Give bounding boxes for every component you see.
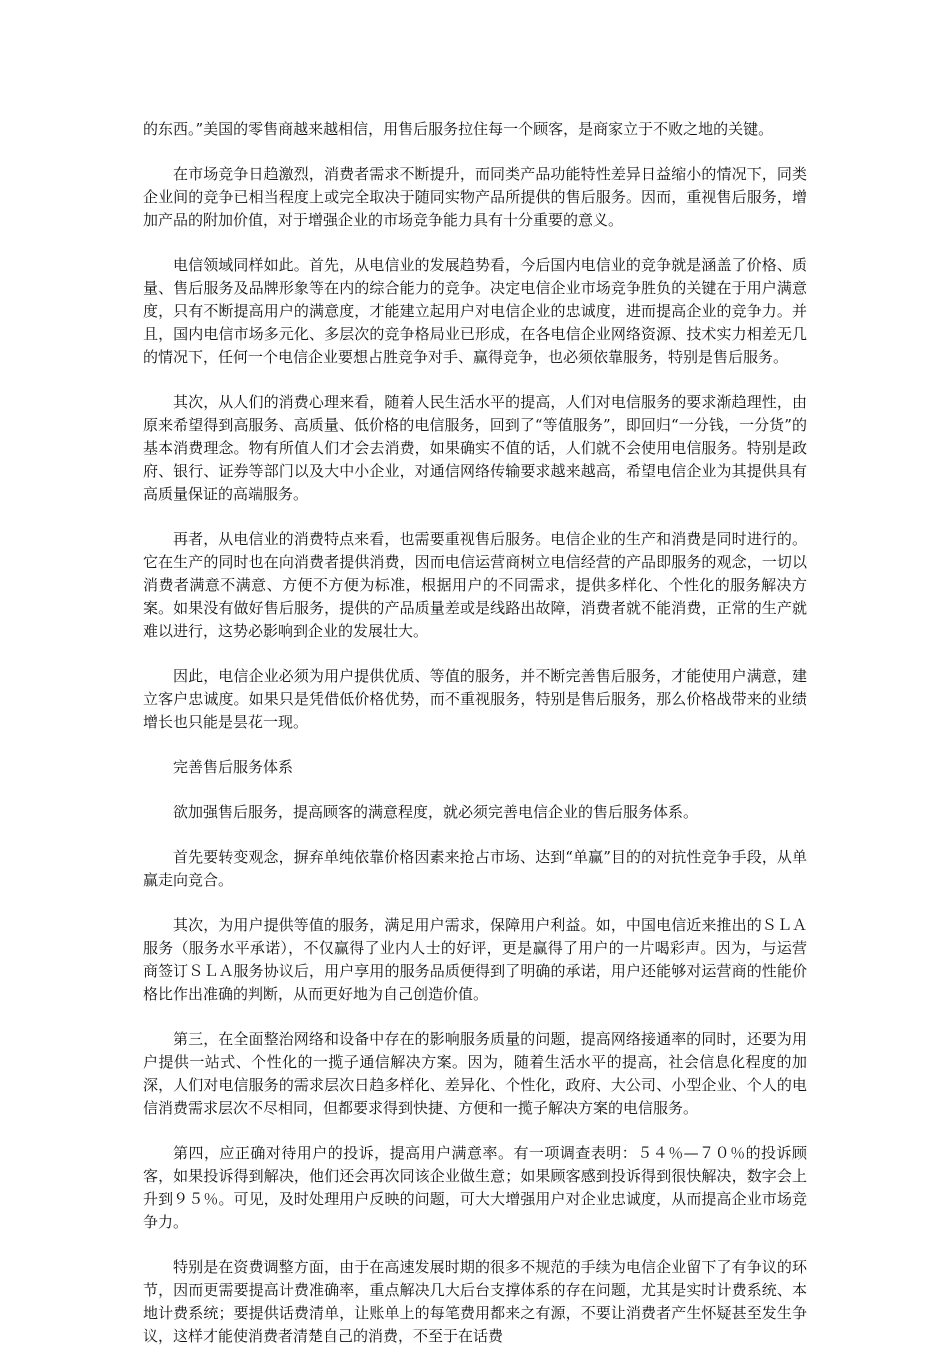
paragraph-market-competition: 在市场竞争日趋激烈，消费者需求不断提升，而同类产品功能特性差异日益缩小的情况下，同类企业间的竞争已相当程度上或完全取决于随同实物产品所提供的售后服务。因而，重视售后服务，增加产品的附加价值，对于增强企业的市场竞争能力具有十分重要的意义。 [143, 165, 807, 229]
paragraph-therefore: 因此，电信企业必须为用户提供优质、等值的服务，并不断完善售后服务，才能使用户满意，建立客户忠诚度。如果只是凭借低价格优势，而不重视服务，特别是售后服务，那么价格战带来的业绩增长也只能是昙花一现。 [143, 667, 807, 731]
section-heading: 完善售后服务体系 [173, 758, 294, 776]
paragraph-tariff-adjustment: 特别是在资费调整方面，由于在高速发展时期的很多不规范的手续为电信企业留下了有争议的环节，因而更需要提高计费准确率，重点解决几大后台支撑体系的存在问题，尤其是实时计费系统、本地计费系统；要提供话费清单，让账单上的每笔费用都来之有源，不要让消费者产生怀疑甚至发生争议，这样才能使消费者清楚自己的消费，不至于在话费 [143, 1258, 807, 1345]
paragraph-fourth-point: 第四，应正确对待用户的投诉，提高用户满意率。有一项调查表明：５４％—７０％的投诉顾客，如果投诉得到解决，他们还会再次同该企业做生意；如果顾客感到投诉得到很快解决，数字会上升到９５％。可见，及时处理用户反映的问题，可大大增强用户对企业忠诚度，从而提高企业市场竞争力。 [143, 1144, 807, 1231]
paragraph-telecom-field: 电信领域同样如此。首先，从电信业的发展趋势看，今后国内电信业的竞争就是涵盖了价格、质量、售后服务及品牌形象等在内的综合能力的竞争。决定电信企业市场竞争胜负的关键在于用户满意度，只有不断提高用户的满意度，才能建立起用户对电信企业的忠诚度，进而提高企业的竞争力。并且，国内电信市场多元化、多层次的竞争格局业已形成，在各电信企业网络资源、技术实力相差无几的情况下，任何一个电信企业要想占胜竞争对手、赢得竞争，也必须依靠服务，特别是售后服务。 [143, 256, 807, 366]
paragraph-strengthen-service: 欲加强售后服务，提高顾客的满意程度，就必须完善电信企业的售后服务体系。 [173, 803, 699, 821]
document-page [143, 118, 807, 1348]
paragraph-first-point: 首先要转变观念，摒弃单纯依靠价格因素来抢占市场、达到“单赢”目的的对抗性竞争手段，从单赢走向竞合。 [143, 848, 807, 889]
paragraph-continuation: 的东西。”美国的零售商越来越相信，用售后服务拉住每一个顾客，是商家立于不败之地的关键。 [143, 120, 774, 138]
paragraph-consumption-features: 再者，从电信业的消费特点来看，也需要重视售后服务。电信企业的生产和消费是同时进行的。它在生产的同时也在向消费者提供消费，因而电信运营商树立电信经营的产品即服务的观念，一切以消费者满意不满意、方便不方便为标准，根据用户的不同需求，提供多样化、个性化的服务解决方案。如果没有做好售后服务，提供的产品质量差或是线路出故障，消费者就不能消费，正常的生产就难以进行，这势必影响到企业的发展壮大。 [143, 530, 807, 640]
paragraph-second-point: 其次，为用户提供等值的服务，满足用户需求，保障用户利益。如，中国电信近来推出的ＳＬＡ服务（服务水平承诺），不仅赢得了业内人士的好评，更是赢得了用户的一片喝彩声。因为，与运营商签订ＳＬＡ服务协议后，用户享用的服务品质便得到了明确的承诺，用户还能够对运营商的性能价格比作出准确的判断，从而更好地为自己创造价值。 [143, 916, 807, 1003]
paragraph-third-point: 第三，在全面整治网络和设备中存在的影响服务质量的问题，提高网络接通率的同时，还要为用户提供一站式、个性化的一揽子通信解决方案。因为，随着生活水平的提高，社会信息化程度的加深，人们对电信服务的需求层次日趋多样化、差异化、个性化，政府、大公司、小型企业、个人的电信消费需求层次不尽相同，但都要求得到快捷、方便和一揽子解决方案的电信服务。 [143, 1030, 807, 1117]
paragraph-consumer-psychology: 其次，从人们的消费心理来看，随着人民生活水平的提高，人们对电信服务的要求渐趋理性，由原来希望得到高服务、高质量、低价格的电信服务，回到了“等值服务”，即回归“一分钱，一分货”的基本消费理念。物有所值人们才会去消费，如果确实不值的话，人们就不会使用电信服务。特别是政府、银行、证券等部门以及大中小企业，对通信网络传输要求越来越高，希望电信企业为其提供具有高质量保证的高端服务。 [143, 393, 807, 503]
